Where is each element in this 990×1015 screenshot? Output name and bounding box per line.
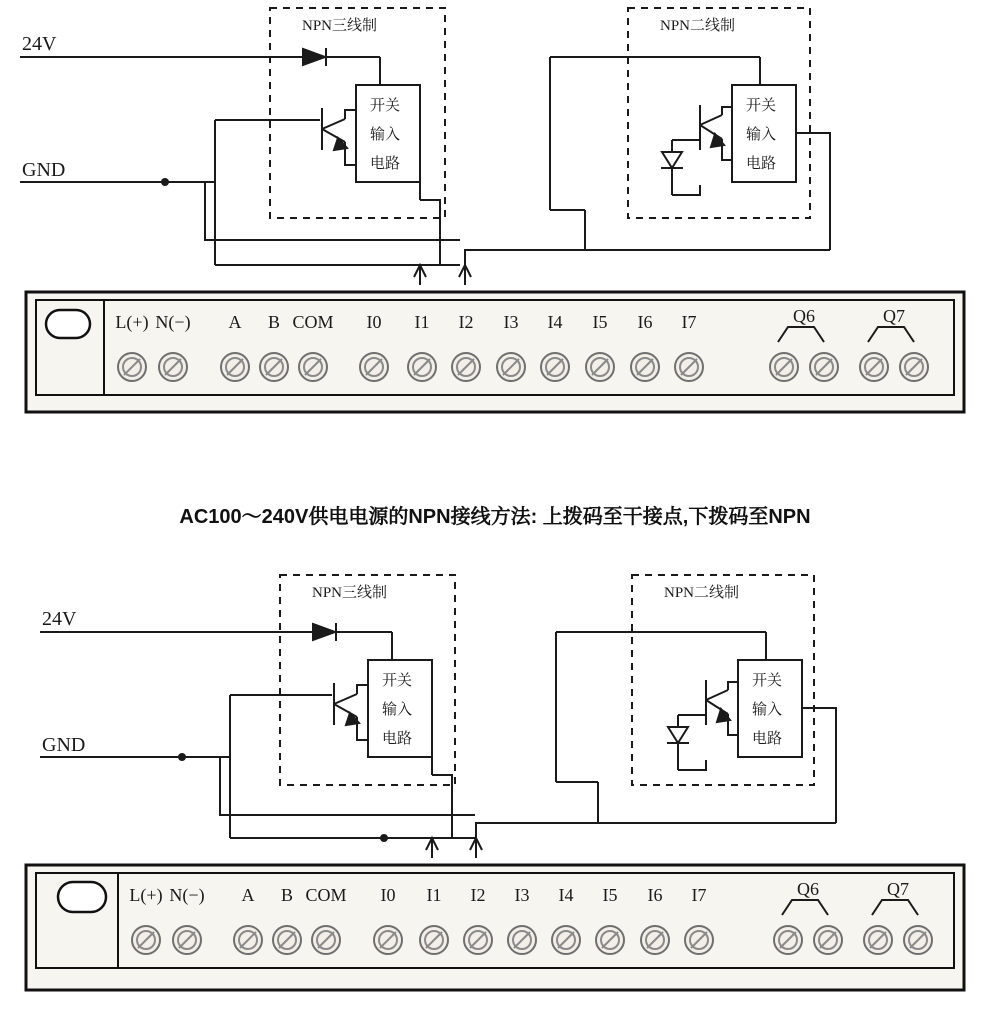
relay-terminal-screw[interactable] — [770, 353, 798, 381]
terminal-screw-i6[interactable] — [631, 353, 659, 381]
terminal-label-i5: I5 — [602, 885, 618, 905]
terminal-label-i5: I5 — [592, 312, 608, 332]
relay-label-q6: Q6 — [797, 879, 819, 899]
terminal-label-n: N(−) — [155, 312, 191, 332]
relay-terminal-screw[interactable] — [810, 353, 838, 381]
label-supply-positive: 24V — [42, 608, 77, 630]
terminal-screw-i3[interactable] — [497, 353, 525, 381]
terminal-label-n: N(−) — [169, 885, 205, 905]
terminal-label-i4: I4 — [547, 312, 563, 332]
circuit-block-line-1: 开关 — [746, 98, 777, 114]
terminal-label-b: B — [267, 312, 281, 332]
terminal-label-i7: I7 — [691, 885, 707, 905]
terminal-label-i1: I1 — [426, 885, 442, 905]
terminal-label-i3: I3 — [514, 885, 530, 905]
terminal-screw-i0[interactable] — [360, 353, 388, 381]
circuit-block-line-1: 开关 — [752, 673, 783, 689]
terminal-label-i2: I2 — [470, 885, 486, 905]
terminal-screw-i5[interactable] — [596, 926, 624, 954]
label-box-three-wire: NPN三线制 — [312, 585, 388, 601]
terminal-label-com: COM — [305, 885, 347, 905]
terminal-screw-n[interactable] — [173, 926, 201, 954]
relay-terminal-screw[interactable] — [904, 926, 932, 954]
circuit-block-line-1: 开关 — [382, 673, 413, 689]
npn-wiring-diagram-bottom — [0, 560, 990, 1015]
terminal-screw-i4[interactable] — [541, 353, 569, 381]
terminal-screw-com[interactable] — [299, 353, 327, 381]
label-box-three-wire: NPN三线制 — [302, 18, 378, 34]
terminal-label-i6: I6 — [637, 312, 653, 332]
terminal-screw-l[interactable] — [132, 926, 160, 954]
terminal-screw-a[interactable] — [221, 353, 249, 381]
label-supply-positive: 24V — [22, 33, 57, 55]
terminal-label-a: A — [241, 885, 255, 905]
terminal-label-i4: I4 — [558, 885, 574, 905]
label-supply-ground: GND — [42, 734, 86, 756]
terminal-label-com: COM — [292, 312, 334, 332]
label-supply-ground: GND — [22, 159, 66, 181]
terminal-label-i7: I7 — [681, 312, 697, 332]
terminal-screw-i2[interactable] — [464, 926, 492, 954]
relay-label-q7: Q7 — [883, 306, 905, 326]
terminal-label-l: L(+) — [115, 312, 149, 332]
relay-label-q6: Q6 — [793, 306, 815, 326]
terminal-screw-com[interactable] — [312, 926, 340, 954]
circuit-block-line-3: 电路 — [746, 156, 777, 172]
label-box-two-wire: NPN二线制 — [660, 18, 736, 34]
terminal-screw-i7[interactable] — [675, 353, 703, 381]
section-caption: AC100〜240V供电电源的NPN接线方法: 上拨码至干接点,下拨码至NPN — [179, 506, 811, 528]
terminal-screw-n[interactable] — [159, 353, 187, 381]
terminal-screw-b[interactable] — [260, 353, 288, 381]
terminal-label-i0: I0 — [380, 885, 396, 905]
relay-terminal-screw[interactable] — [900, 353, 928, 381]
label-box-two-wire: NPN二线制 — [664, 585, 740, 601]
terminal-screw-i6[interactable] — [641, 926, 669, 954]
terminal-label-i6: I6 — [647, 885, 663, 905]
terminal-screw-i5[interactable] — [586, 353, 614, 381]
circuit-block-line-2: 输入 — [752, 702, 783, 718]
terminal-screw-a[interactable] — [234, 926, 262, 954]
terminal-layer-top — [0, 0, 990, 440]
terminal-label-i0: I0 — [366, 312, 382, 332]
relay-terminal-screw[interactable] — [860, 353, 888, 381]
terminal-screw-i0[interactable] — [374, 926, 402, 954]
circuit-block-line-3: 电路 — [752, 731, 783, 747]
terminal-screw-i2[interactable] — [452, 353, 480, 381]
relay-terminal-screw[interactable] — [774, 926, 802, 954]
relay-label-q7: Q7 — [887, 879, 909, 899]
npn-wiring-diagram-top — [0, 0, 990, 440]
terminal-screw-i1[interactable] — [408, 353, 436, 381]
circuit-block-line-3: 电路 — [370, 156, 401, 172]
terminal-label-a: A — [228, 312, 242, 332]
relay-terminal-screw[interactable] — [814, 926, 842, 954]
terminal-screw-l[interactable] — [118, 353, 146, 381]
terminal-screw-b[interactable] — [273, 926, 301, 954]
relay-terminal-screw[interactable] — [864, 926, 892, 954]
circuit-block-line-2: 输入 — [370, 127, 401, 143]
circuit-block-line-2: 输入 — [382, 702, 413, 718]
circuit-block-line-1: 开关 — [370, 98, 401, 114]
terminal-screw-i1[interactable] — [420, 926, 448, 954]
circuit-block-line-3: 电路 — [382, 731, 413, 747]
terminal-label-b: B — [280, 885, 294, 905]
terminal-layer-bottom — [0, 560, 990, 1015]
circuit-block-line-2: 输入 — [746, 127, 777, 143]
terminal-label-i3: I3 — [503, 312, 519, 332]
terminal-screw-i4[interactable] — [552, 926, 580, 954]
terminal-screw-i7[interactable] — [685, 926, 713, 954]
terminal-screw-i3[interactable] — [508, 926, 536, 954]
terminal-label-i1: I1 — [414, 312, 430, 332]
terminal-label-i2: I2 — [458, 312, 474, 332]
terminal-label-l: L(+) — [129, 885, 163, 905]
